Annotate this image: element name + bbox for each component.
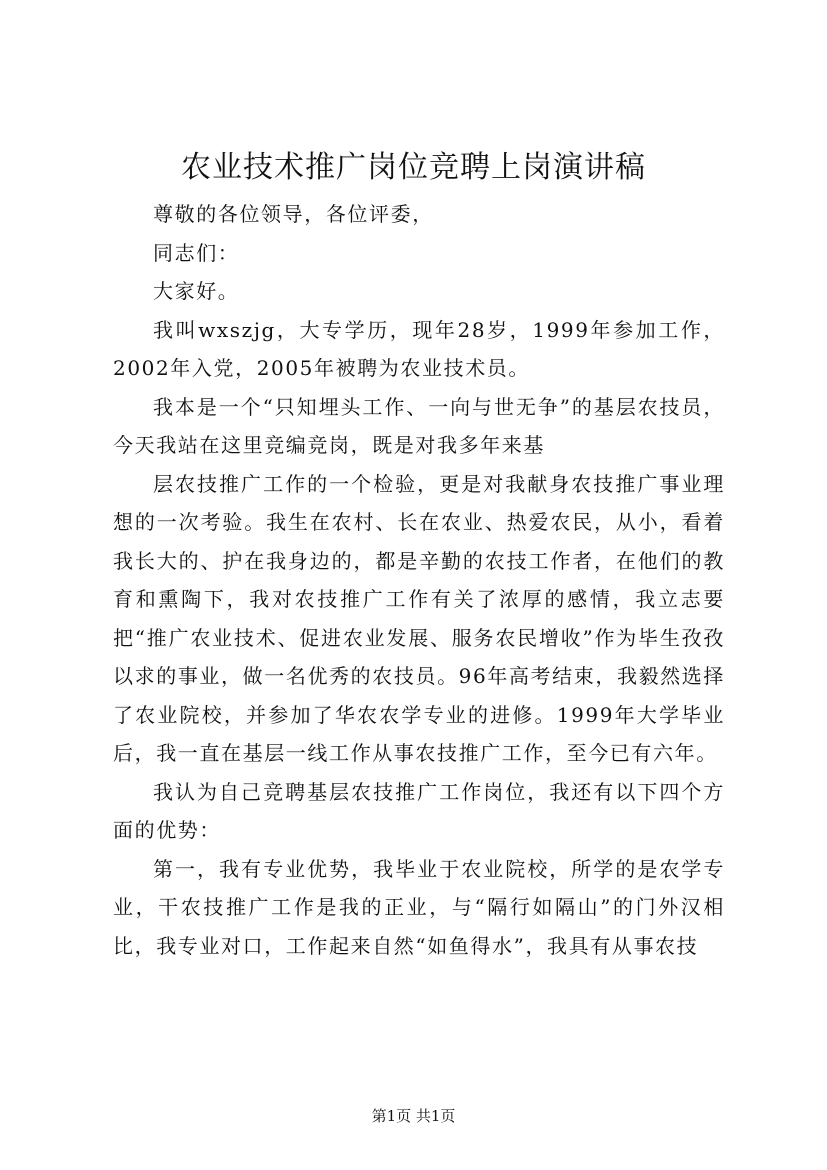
paragraph-self-description: 我本是一个“只知埋头工作、一向与世无争”的基层农技员，今天我站在这里竞编竞岗，既是对我多年来基 bbox=[113, 394, 725, 457]
page-footer: 第1页 共1页 bbox=[371, 1107, 456, 1125]
paragraph-advantage-one: 第一，我有专业优势，我毕业于农业院校，所学的是农学专业，干农技推广工作是我的正业，与“隔行如隔山”的门外汉相比，我专业对口，工作起来自然“如鱼得水”，我具有从事农技 bbox=[113, 856, 725, 958]
paragraph-introduction: 我叫wxszjg，大专学历，现年28岁，1999年参加工作，2002年入党，2005年被聘为农业技术员。 bbox=[113, 317, 725, 380]
document-title: 农业技术推广岗位竞聘上岗演讲稿 bbox=[181, 150, 646, 185]
paragraph-advantages-intro: 我认为自己竞聘基层农技推广工作岗位，我还有以下四个方面的优势： bbox=[113, 779, 725, 842]
document-body bbox=[113, 195, 725, 965]
paragraph-background: 层农技推广工作的一个检验，更是对我献身农技推广事业理想的一次考验。我生在农村、长在农业、热爱农民，从小，看着我长大的、护在我身边的，都是辛勤的农技工作者，在他们的教育和熏陶下，我对农技推广工作有关了浓厚的感情，我立志要把“推广农业技术、促进农业发展、服务农民增收”作为毕生孜孜以求的事业，做一名优秀的农技员。96年高考结束，我毅然选择了农业院校，并参加了华农农学专业的进修。1999年大学毕业后，我一直在基层一线工作从事农技推广工作，至今已有六年。 bbox=[113, 471, 725, 765]
paragraph-salutation: 尊敬的各位领导，各位评委， bbox=[153, 202, 434, 226]
paragraph-comrades: 同志们： bbox=[153, 240, 240, 265]
paragraph-greeting: 大家好。 bbox=[153, 279, 240, 303]
